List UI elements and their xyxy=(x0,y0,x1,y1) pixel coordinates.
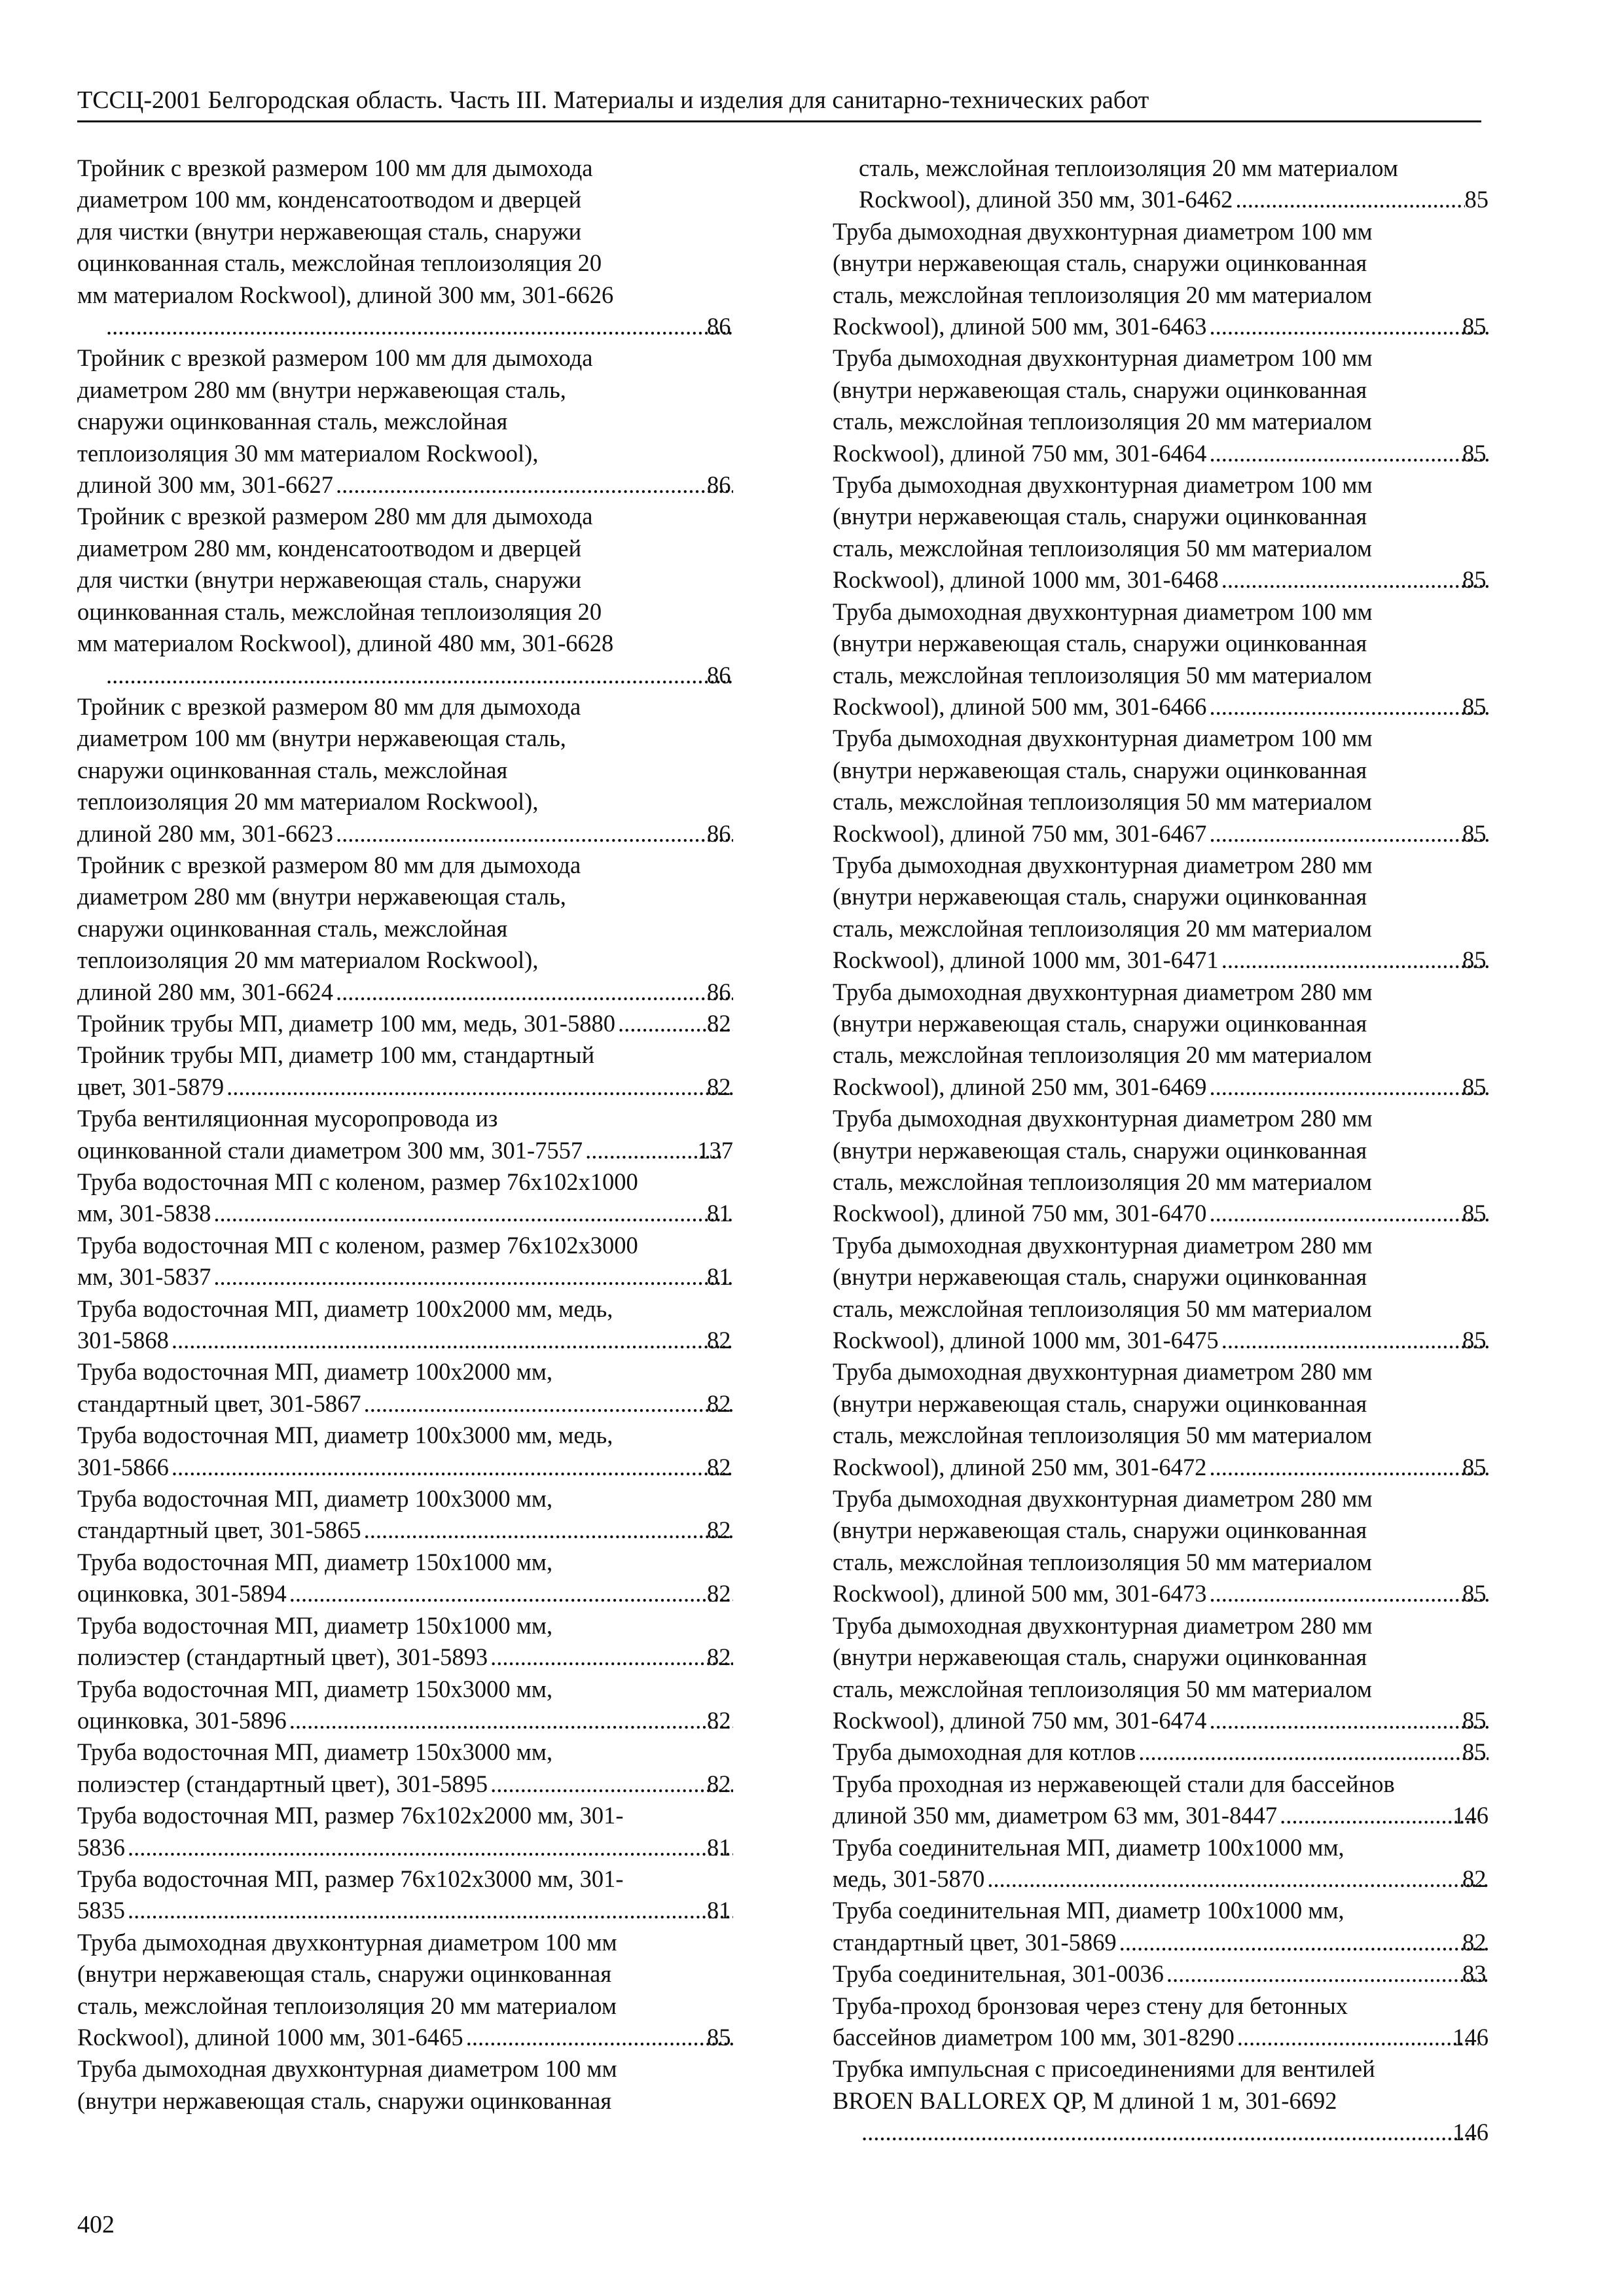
dot-leader xyxy=(333,977,733,1008)
index-entry-text: длиной 280 мм, 301-6623 xyxy=(77,819,333,847)
index-entry-line: Тройник с врезкой размером 280 мм для дымохода xyxy=(77,503,593,530)
index-entry-line: Труба соединительная МП, диаметр 100х1000 мм, xyxy=(833,1897,1344,1924)
dot-leader xyxy=(361,1388,733,1420)
index-entry-final-line: стандартный цвет, 301-5869 ..... 82 xyxy=(859,1927,1489,1958)
index-entry xyxy=(77,2053,733,2117)
index-entry-line: Тройник трубы МП, диаметр 100 мм, стандартный xyxy=(77,1041,595,1069)
index-entry xyxy=(833,1990,1489,2054)
index-entry-line: Труба водосточная МП, диаметр 100х3000 мм, xyxy=(77,1485,553,1513)
index-entry-text: 5836 xyxy=(77,1833,125,1861)
dot-leader xyxy=(361,1515,733,1546)
index-entry-line: оцинкованная сталь, межслойная теплоизоляция 20 xyxy=(77,249,602,277)
index-entry-final-line: Тройник трубы МП, диаметр 100 мм, медь, 301-5880 ..... 82 xyxy=(103,1008,733,1039)
index-entry xyxy=(833,723,1489,850)
index-entry-text: Rockwool), длиной 750 мм, 301-6464 xyxy=(833,439,1207,467)
page-number: 402 xyxy=(77,2211,115,2238)
index-entry xyxy=(833,1832,1489,1895)
index-entry xyxy=(833,850,1489,977)
index-entry-text: Тройник трубы МП, диаметр 100 мм, медь, 301-5880 xyxy=(77,1009,615,1037)
index-entry-final-line: стандартный цвет, 301-5865 ..... 82 xyxy=(103,1515,733,1546)
index-entry-text: оцинковка, 301-5894 xyxy=(77,1580,287,1607)
index-entry-line: сталь, межслойная теплоизоляция 50 мм материалом xyxy=(833,534,1372,562)
index-column-right xyxy=(833,152,1489,2149)
index-entry-line: Труба дымоходная двухконтурная диаметром 280 мм xyxy=(833,851,1373,878)
index-entry-line: для чистки (внутри нержавеющая сталь, снаружи xyxy=(77,566,582,594)
index-entry-line: Труба дымоходная двухконтурная диаметром 100 мм xyxy=(833,725,1373,752)
index-entry-line: сталь, межслойная теплоизоляция 50 мм материалом xyxy=(833,1675,1372,1702)
index-entry-line: теплоизоляция 20 мм материалом Rockwool), xyxy=(77,788,539,816)
index-entry-final-line: Rockwool), длиной 750 мм, 301-6474 ..... 85 xyxy=(859,1705,1489,1736)
index-entry-text: оцинкованной стали диаметром 300 мм, 301-7557 xyxy=(77,1136,583,1164)
index-entry-line: сталь, межслойная теплоизоляция 20 мм материалом xyxy=(859,154,1398,181)
index-entry-final-line xyxy=(859,2117,1489,2148)
index-entry xyxy=(77,1547,733,1610)
index-entry-line: (внутри нержавеющая сталь, снаружи оцинкованная xyxy=(833,1009,1367,1037)
index-entry-line: сталь, межслойная теплоизоляция 20 мм материалом xyxy=(833,914,1372,942)
index-entry-final-line: ..... 86 xyxy=(103,311,733,342)
index-entry-line: Труба дымоходная двухконтурная диаметром 100 мм xyxy=(833,217,1373,245)
index-entry-text: длиной 300 мм, 301-6627 xyxy=(77,471,333,499)
index-entry-text: длиной 350 мм, диаметром 63 мм, 301-8447 xyxy=(833,1802,1278,1829)
dot-leader xyxy=(488,1641,733,1673)
index-entry-final-line: 5836 ..... 81 xyxy=(103,1832,733,1863)
index-entry-line: мм материалом Rockwool), длиной 300 мм, 301-6626 xyxy=(77,281,614,308)
index-entry-text: Rockwool), длиной 750 мм, 301-6474 xyxy=(833,1706,1207,1734)
index-entry-final-line: 5835 ..... 81 xyxy=(103,1895,733,1926)
index-entry-final-line xyxy=(833,1800,1489,1831)
index-entry-line: снаружи оцинкованная сталь, межслойная xyxy=(77,914,508,942)
dot-leader xyxy=(1235,2022,1479,2053)
index-entry-line: мм материалом Rockwool), длиной 480 мм, 301-6628 xyxy=(77,630,614,657)
index-entry xyxy=(77,152,733,342)
dot-leader xyxy=(1164,1958,1489,1990)
index-entry-line: теплоизоляция 20 мм материалом Rockwool), xyxy=(77,946,539,974)
index-entry-text: полиэстер (стандартный цвет), 301-5895 xyxy=(77,1770,488,1797)
dot-leader xyxy=(1206,818,1489,850)
index-entry-line: (внутри нержавеющая сталь, снаружи оцинкованная xyxy=(833,1136,1367,1164)
index-entry-line: Тройник с врезкой размером 100 мм для дымохода xyxy=(77,154,593,181)
dot-leader xyxy=(1206,438,1489,469)
index-entry-text: 5835 xyxy=(77,1897,125,1924)
index-entry-final-line: стандартный цвет, 301-5867 ..... 82 xyxy=(103,1388,733,1420)
index-page-ref: 146 xyxy=(1453,2119,1489,2146)
index-entry xyxy=(833,596,1489,723)
index-entry-final-line: цвет, 301-5879 ..... 82 xyxy=(103,1071,733,1103)
index-entry-line: Труба дымоходная двухконтурная диаметром 100 мм xyxy=(77,2055,617,2083)
index-entry xyxy=(77,1039,733,1103)
index-entry-line: Труба дымоходная двухконтурная диаметром 100 мм xyxy=(833,344,1373,372)
index-entry-line: (внутри нержавеющая сталь, снаружи оцинкованная xyxy=(833,756,1367,783)
index-entry-line: сталь, межслойная теплоизоляция 50 мм материалом xyxy=(833,1548,1372,1575)
index-entry-final-line: Rockwool), длиной 750 мм, 301-6470 ..... 85 xyxy=(859,1198,1489,1229)
index-entry-line: снаружи оцинкованная сталь, межслойная xyxy=(77,756,508,783)
index-entry-line: оцинкованная сталь, межслойная теплоизоляция 20 xyxy=(77,598,602,625)
dot-leader xyxy=(859,2117,1479,2148)
index-entry-text: оцинковка, 301-5896 xyxy=(77,1706,287,1734)
index-entry-final-line: Rockwool), длиной 500 мм, 301-6463 ..... 85 xyxy=(859,311,1489,342)
index-entry-line: Труба водосточная МП, диаметр 150х3000 мм, xyxy=(77,1675,553,1702)
index-entry xyxy=(77,1103,733,1166)
index-entry-text: стандартный цвет, 301-5869 xyxy=(833,1928,1117,1956)
index-entry-line: диаметром 280 мм, конденсатоотводом и дверцей xyxy=(77,534,582,562)
index-entry-text: стандартный цвет, 301-5865 xyxy=(77,1516,361,1544)
index-page-ref: 137 xyxy=(697,1136,733,1164)
index-entry-final-line: ..... 86 xyxy=(103,660,733,691)
index-entry-line: Труба-проход бронзовая через стену для бетонных xyxy=(833,1992,1348,2019)
index-entry xyxy=(833,1958,1489,1990)
index-entry-line: (внутри нержавеющая сталь, снаружи оцинкованная xyxy=(833,883,1367,910)
index-entry-final-line: 301-5866 ..... 82 xyxy=(103,1452,733,1483)
index-entry xyxy=(77,1293,733,1357)
index-entry-line: (внутри нержавеющая сталь, снаружи оцинкованная xyxy=(77,2087,612,2114)
index-entry-final-line: Труба соединительная, 301-0036 ..... 83 xyxy=(859,1958,1489,1990)
index-entry-text: мм, 301-5837 xyxy=(77,1263,211,1291)
index-entry-line: Труба водосточная МП с коленом, размер 76х102х3000 xyxy=(77,1231,638,1259)
index-entry-text: длиной 280 мм, 301-6624 xyxy=(77,978,333,1005)
index-entry-line: диаметром 280 мм (внутри нержавеющая сталь, xyxy=(77,376,566,403)
dot-leader xyxy=(463,2022,733,2053)
index-entry-line: (внутри нержавеющая сталь, снаружи оцинкованная xyxy=(77,1960,612,1988)
index-entry xyxy=(77,1483,733,1547)
index-entry xyxy=(833,469,1489,596)
index-entry-text: медь, 301-5870 xyxy=(833,1865,985,1892)
dot-leader xyxy=(1233,184,1464,215)
index-column-left xyxy=(77,152,733,2117)
index-entry-line: снаружи оцинкованная сталь, межслойная xyxy=(77,408,508,435)
index-entry-final-line: 301-5868 ..... 82 xyxy=(103,1325,733,1356)
index-entry xyxy=(77,1736,733,1800)
index-entry-final-line: Rockwool), длиной 750 мм, 301-6467 ..... 85 xyxy=(859,818,1489,850)
index-entry-text: Rockwool), длиной 750 мм, 301-6470 xyxy=(833,1200,1207,1227)
dot-leader xyxy=(488,1768,733,1800)
index-entry-text: мм, 301-5838 xyxy=(77,1200,211,1227)
index-entry-line: Труба дымоходная двухконтурная диаметром 100 мм xyxy=(833,471,1373,499)
index-entry-text: стандартный цвет, 301-5867 xyxy=(77,1390,361,1417)
index-entry-line: Труба водосточная МП, размер 76х102х3000 мм, 301- xyxy=(77,1865,624,1892)
index-entry-final-line: Rockwool), длиной 1000 мм, 301-6471 ..... 85 xyxy=(859,944,1489,976)
index-entry-line: теплоизоляция 30 мм материалом Rockwool), xyxy=(77,439,539,467)
index-entry xyxy=(77,850,733,1008)
index-entry-text: Rockwool), длиной 1000 мм, 301-6468 xyxy=(833,566,1219,594)
index-entry xyxy=(833,1230,1489,1357)
index-entry xyxy=(833,1483,1489,1610)
index-entry-line: Трубка импульсная с присоединениями для вентилей xyxy=(833,2055,1375,2083)
dot-leader xyxy=(103,660,733,691)
index-entry xyxy=(77,342,733,501)
index-entry-text: 301-5866 xyxy=(77,1453,169,1480)
index-entry-final-line: Rockwool), длиной 500 мм, 301-6466 ..... 85 xyxy=(859,691,1489,723)
index-entry-text: Rockwool), длиной 250 мм, 301-6469 xyxy=(833,1073,1207,1100)
index-entry xyxy=(833,1356,1489,1483)
index-entry-text: Rockwool), длиной 750 мм, 301-6467 xyxy=(833,819,1207,847)
index-entry-line: Труба водосточная МП, диаметр 150х1000 мм, xyxy=(77,1611,553,1639)
index-entry-final-line: длиной 280 мм, 301-6623 ..... 86 xyxy=(103,818,733,850)
index-entry xyxy=(833,1895,1489,1958)
dot-leader xyxy=(211,1198,733,1229)
header-title: ТССЦ-2001 Белгородская область. Часть III. Материалы и изделия для санитарно-технических работ xyxy=(77,86,1149,114)
index-entry-line: Труба водосточная МП с коленом, размер 76х102х1000 xyxy=(77,1168,638,1195)
index-entry-text: 301-5868 xyxy=(77,1327,169,1354)
dot-leader xyxy=(1206,1071,1489,1103)
index-entry-final-line: оцинковка, 301-5894 ..... 82 xyxy=(103,1578,733,1609)
dot-leader xyxy=(1206,1705,1489,1736)
index-entry-final-line: Rockwool), длиной 250 мм, 301-6472 ..... 85 xyxy=(859,1452,1489,1483)
index-entry-line: Тройник с врезкой размером 100 мм для дымохода xyxy=(77,344,593,372)
index-entry xyxy=(77,501,733,691)
index-entry xyxy=(77,1674,733,1737)
dot-leader xyxy=(1206,1452,1489,1483)
running-header xyxy=(77,84,1481,122)
index-entry-final-line: Труба дымоходная для котлов ..... 85 xyxy=(859,1736,1489,1768)
index-entry-final-line: полиэстер (стандартный цвет), 301-5893 ..... 82 xyxy=(103,1641,733,1673)
dot-leader xyxy=(287,1705,733,1736)
index-entry xyxy=(833,216,1489,343)
dot-leader xyxy=(333,469,733,501)
dot-leader xyxy=(984,1863,1489,1895)
index-entry-text: Rockwool), длиной 1000 мм, 301-6465 xyxy=(77,2023,463,2051)
index-entry-text: Rockwool), длиной 500 мм, 301-6466 xyxy=(833,692,1207,720)
index-entry xyxy=(77,691,733,850)
index-entry-line: сталь, межслойная теплоизоляция 20 мм материалом xyxy=(77,1992,617,2019)
dot-leader xyxy=(1206,691,1489,723)
index-entry-final-line: мм, 301-5838 ..... 81 xyxy=(103,1198,733,1229)
index-entry-final-line: Rockwool), длиной 750 мм, 301-6464 ..... 85 xyxy=(859,438,1489,469)
dot-leader xyxy=(287,1578,733,1609)
index-entry-text: Rockwool), длиной 500 мм, 301-6463 xyxy=(833,313,1207,340)
index-entry xyxy=(77,1420,733,1483)
index-entry-final-line: Rockwool), длиной 1000 мм, 301-6465 ..... 85 xyxy=(103,2022,733,2053)
index-entry-line: диаметром 100 мм (внутри нержавеющая сталь, xyxy=(77,725,566,752)
index-entry xyxy=(77,1927,733,2054)
index-entry-line: диаметром 280 мм (внутри нержавеющая сталь, xyxy=(77,883,566,910)
index-entry-final-line xyxy=(859,184,1489,215)
index-entry-final-line: мм, 301-5837 ..... 81 xyxy=(103,1261,733,1293)
index-entry-line: (внутри нержавеющая сталь, снаружи оцинкованная xyxy=(833,249,1367,277)
index-entry-final-line: медь, 301-5870 ..... 82 xyxy=(859,1863,1489,1895)
dot-leader xyxy=(224,1071,733,1103)
index-entry xyxy=(77,1800,733,1863)
index-entry-line: Труба дымоходная двухконтурная диаметром 280 мм xyxy=(833,1611,1373,1639)
dot-leader xyxy=(1206,1198,1489,1229)
index-entry-final-line xyxy=(833,2022,1489,2053)
index-entry-line: (внутри нержавеющая сталь, снаружи оцинкованная xyxy=(833,1263,1367,1291)
index-entry-final-line: Rockwool), длиной 1000 мм, 301-6475 ..... 85 xyxy=(859,1325,1489,1356)
index-entry-line: Труба водосточная МП, размер 76х102х2000 мм, 301- xyxy=(77,1802,624,1829)
index-entry-line: (внутри нержавеющая сталь, снаружи оцинкованная xyxy=(833,1390,1367,1417)
dot-leader xyxy=(1136,1736,1489,1768)
dot-leader xyxy=(1219,1325,1489,1356)
index-entry xyxy=(833,2053,1489,2148)
dot-leader xyxy=(125,1832,733,1863)
index-entry-line: сталь, межслойная теплоизоляция 50 мм материалом xyxy=(833,1422,1372,1449)
index-entry-text: Труба дымоходная для котлов xyxy=(833,1738,1136,1766)
index-entry-line: Тройник с врезкой размером 80 мм для дымохода xyxy=(77,692,581,720)
index-entry xyxy=(833,1768,1489,1832)
index-entry-final-line: полиэстер (стандартный цвет), 301-5895 ..... 82 xyxy=(103,1768,733,1800)
dot-leader xyxy=(211,1261,733,1293)
index-entry xyxy=(77,1610,733,1674)
index-page-ref: 146 xyxy=(1453,1802,1489,1829)
index-entry xyxy=(833,1610,1489,1737)
index-entry-line: Труба дымоходная двухконтурная диаметром 100 мм xyxy=(77,1928,617,1956)
index-page-ref: 146 xyxy=(1453,2023,1489,2051)
index-entry-line: Труба дымоходная двухконтурная диаметром 280 мм xyxy=(833,978,1373,1005)
dot-leader xyxy=(1219,564,1489,596)
index-entry xyxy=(833,1736,1489,1768)
index-entry-final-line: Rockwool), длиной 250 мм, 301-6469 ..... 85 xyxy=(859,1071,1489,1103)
index-entry-text: полиэстер (стандартный цвет), 301-5893 xyxy=(77,1643,488,1671)
index-entry-final-line: оцинковка, 301-5896 ..... 82 xyxy=(103,1705,733,1736)
index-entry-line: сталь, межслойная теплоизоляция 50 мм материалом xyxy=(833,1295,1372,1322)
index-entry-line: Труба дымоходная двухконтурная диаметром 280 мм xyxy=(833,1485,1373,1513)
index-entry xyxy=(833,977,1489,1103)
index-entry-final-line xyxy=(77,1135,733,1166)
dot-leader xyxy=(169,1325,733,1356)
dot-leader xyxy=(1277,1800,1479,1831)
index-entry xyxy=(77,1230,733,1293)
index-entry-line: Труба соединительная МП, диаметр 100х1000 мм, xyxy=(833,1833,1344,1861)
index-entry xyxy=(77,1008,733,1039)
index-entry xyxy=(77,1356,733,1420)
index-entry-line: Труба дымоходная двухконтурная диаметром 100 мм xyxy=(833,598,1373,625)
index-entry-line: сталь, межслойная теплоизоляция 20 мм материалом xyxy=(833,281,1372,308)
index-entry-line: сталь, межслойная теплоизоляция 50 мм материалом xyxy=(833,788,1372,816)
index-entry-line: Труба водосточная МП, диаметр 150х1000 мм, xyxy=(77,1548,553,1575)
index-entry-text: Труба соединительная, 301-0036 xyxy=(833,1960,1164,1988)
dot-leader xyxy=(103,311,733,342)
index-entry-line: (внутри нержавеющая сталь, снаружи оцинкованная xyxy=(833,630,1367,657)
index-entry-line: Труба водосточная МП, диаметр 100х3000 мм, медь, xyxy=(77,1422,613,1449)
index-entry-line: BROEN BALLOREX QP, М длиной 1 м, 301-6692 xyxy=(833,2087,1337,2114)
index-entry xyxy=(77,1863,733,1927)
index-entry-line: Труба дымоходная двухконтурная диаметром 280 мм xyxy=(833,1231,1373,1259)
index-entry-line: (внутри нержавеющая сталь, снаружи оцинкованная xyxy=(833,503,1367,530)
dot-leader xyxy=(169,1452,733,1483)
index-entry-line: Труба проходная из нержавеющей стали для бассейнов xyxy=(833,1770,1395,1797)
index-entry xyxy=(833,152,1489,216)
dot-leader xyxy=(1206,1578,1489,1609)
index-entry xyxy=(77,1166,733,1230)
index-entry-line: (внутри нержавеющая сталь, снаружи оцинкованная xyxy=(833,1643,1367,1671)
index-entry-text: Rockwool), длиной 250 мм, 301-6472 xyxy=(833,1453,1207,1480)
dot-leader xyxy=(333,818,733,850)
index-entry xyxy=(833,1103,1489,1230)
index-entry-line: сталь, межслойная теплоизоляция 20 мм материалом xyxy=(833,1168,1372,1195)
index-entry-text: Rockwool), длиной 1000 мм, 301-6475 xyxy=(833,1327,1219,1354)
index-entry-line: сталь, межслойная теплоизоляция 20 мм материалом xyxy=(833,1041,1372,1069)
index-entry-text: Rockwool), длиной 500 мм, 301-6473 xyxy=(833,1580,1207,1607)
index-entry-text: бассейнов диаметром 100 мм, 301-8290 xyxy=(833,2023,1235,2051)
index-entry-final-line: Rockwool), длиной 500 мм, 301-6473 ..... 85 xyxy=(859,1578,1489,1609)
index-entry-line: Труба водосточная МП, диаметр 100х2000 мм, xyxy=(77,1358,553,1386)
index-entry-line: диаметром 100 мм, конденсатоотводом и дверцей xyxy=(77,186,582,213)
index-entry-line: Труба вентиляционная мусоропровода из xyxy=(77,1105,498,1132)
index-entry-line: Труба водосточная МП, диаметр 150х3000 мм, xyxy=(77,1738,553,1766)
index-entry-final-line: длиной 280 мм, 301-6624 ..... 86 xyxy=(103,977,733,1008)
index-page-ref: 85 xyxy=(1464,186,1489,213)
index-entry-line: (внутри нержавеющая сталь, снаружи оцинкованная xyxy=(833,1516,1367,1544)
index-entry-final-line: Rockwool), длиной 1000 мм, 301-6468 ..... 85 xyxy=(859,564,1489,596)
dot-leader xyxy=(1206,311,1489,342)
dot-leader xyxy=(125,1895,733,1926)
index-entry-final-line: длиной 300 мм, 301-6627 ..... 86 xyxy=(103,469,733,501)
index-entry-text: Rockwool), длиной 350 мм, 301-6462 xyxy=(859,186,1233,213)
dot-leader xyxy=(1219,944,1489,976)
dot-leader xyxy=(1117,1927,1489,1958)
index-entry-line: Тройник с врезкой размером 80 мм для дымохода xyxy=(77,851,581,878)
index-entry-text: цвет, 301-5879 xyxy=(77,1073,225,1100)
index-entry-line: Труба дымоходная двухконтурная диаметром 280 мм xyxy=(833,1105,1373,1132)
index-entry-line: сталь, межслойная теплоизоляция 50 мм материалом xyxy=(833,661,1372,689)
index-entry-line: (внутри нержавеющая сталь, снаружи оцинкованная xyxy=(833,376,1367,403)
index-entry-line: для чистки (внутри нержавеющая сталь, снаружи xyxy=(77,217,582,245)
index-entry-text: Rockwool), длиной 1000 мм, 301-6471 xyxy=(833,946,1219,974)
index-entry-line: Труба водосточная МП, диаметр 100х2000 мм, медь, xyxy=(77,1295,613,1322)
index-entry-line: сталь, межслойная теплоизоляция 20 мм материалом xyxy=(833,408,1372,435)
index-entry-line: Труба дымоходная двухконтурная диаметром 280 мм xyxy=(833,1358,1373,1386)
index-entry xyxy=(833,342,1489,469)
